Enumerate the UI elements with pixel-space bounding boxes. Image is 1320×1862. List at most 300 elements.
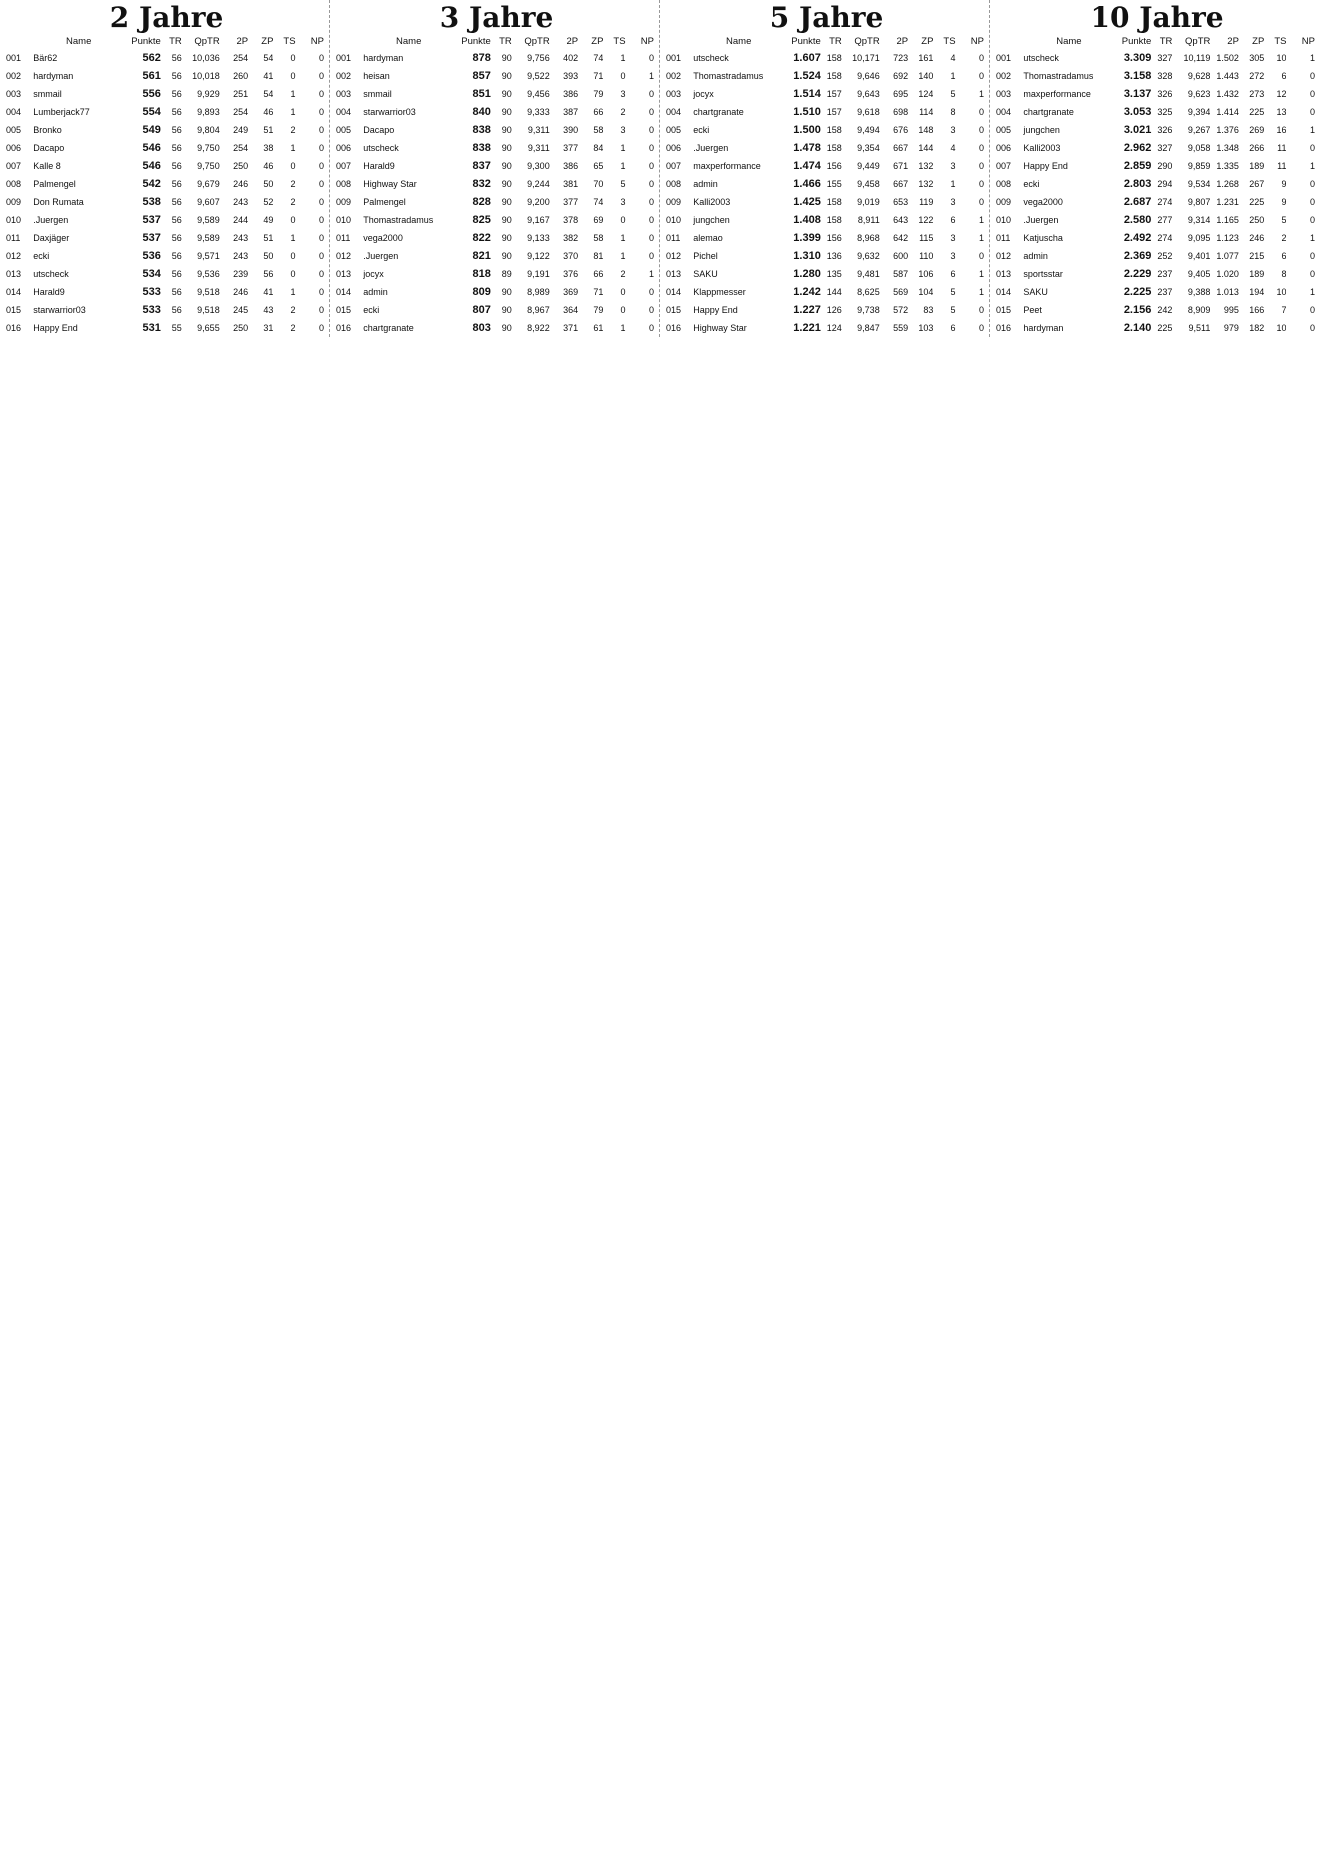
cell-qptr: 9,354	[857, 143, 880, 153]
cell-zp: 61	[593, 323, 604, 333]
cell-name: Dacapo	[33, 143, 65, 153]
cell-2p: 250	[233, 323, 249, 333]
cell-name: Bär62	[33, 53, 58, 63]
cell-zp: 50	[263, 251, 274, 261]
cell-ts: 3	[950, 125, 956, 135]
cell-tr: 56	[171, 179, 182, 189]
cell-2p: 569	[893, 287, 909, 297]
cell-rank: 010	[996, 215, 1012, 225]
cell-punkte: 1.221	[793, 322, 821, 334]
cell-name: vega2000	[1023, 197, 1063, 207]
cell-tr: 56	[171, 233, 182, 243]
cell-rank: 001	[996, 53, 1012, 63]
cell-ts: 2	[290, 323, 296, 333]
cell-qptr: 9,405	[1187, 269, 1211, 279]
cell-punkte: 821	[472, 250, 491, 262]
cell-qptr: 9,300	[527, 161, 550, 171]
cell-punkte: 1.478	[793, 142, 821, 154]
cell-zp: 46	[263, 161, 274, 171]
cell-rank: 009	[336, 197, 352, 207]
header-2p: 2P	[566, 36, 579, 47]
cell-2p: 260	[233, 71, 249, 81]
cell-qptr: 9,628	[1187, 71, 1211, 81]
table-row	[666, 121, 987, 139]
cell-2p: 1.335	[1216, 161, 1239, 171]
cell-2p: 369	[563, 287, 579, 297]
cell-rank: 013	[666, 269, 682, 279]
cell-np: 0	[648, 323, 654, 333]
cell-ts: 2	[620, 269, 626, 279]
cell-np: 0	[318, 287, 324, 297]
cell-punkte: 561	[142, 70, 161, 82]
cell-name: SAKU	[693, 269, 718, 279]
cell-tr: 225	[1157, 323, 1173, 333]
cell-np: 1	[978, 89, 984, 99]
table-row	[996, 283, 1318, 301]
cell-np: 0	[978, 305, 984, 315]
cell-ts: 1	[620, 143, 626, 153]
cell-rank: 006	[996, 143, 1012, 153]
cell-tr: 90	[501, 89, 512, 99]
panel-title: 5 Jahre	[769, 1, 884, 34]
header-rank	[666, 34, 691, 49]
cell-tr: 90	[501, 143, 512, 153]
cell-zp: 43	[263, 305, 274, 315]
cell-np: 0	[318, 323, 324, 333]
cell-np: 1	[1309, 125, 1315, 135]
cell-2p: 671	[893, 161, 909, 171]
cell-tr: 56	[171, 287, 182, 297]
cell-punkte: 857	[472, 70, 491, 82]
cell-rank: 012	[996, 251, 1012, 261]
cell-punkte: 1.510	[793, 106, 821, 118]
panel-title: 3 Jahre	[439, 1, 554, 34]
cell-qptr: 9,511	[1188, 323, 1211, 333]
cell-qptr: 9,167	[527, 215, 550, 225]
cell-tr: 328	[1157, 71, 1173, 81]
cell-ts: 0	[620, 287, 626, 297]
cell-zp: 273	[1249, 89, 1265, 99]
cell-2p: 386	[563, 89, 579, 99]
cell-punkte: 538	[142, 196, 161, 208]
cell-np: 0	[1309, 107, 1315, 117]
header-zp: ZP	[591, 36, 604, 47]
cell-np: 1	[978, 215, 984, 225]
cell-ts: 8	[1281, 269, 1287, 279]
cell-zp: 58	[593, 233, 604, 243]
header-ts: TS	[943, 36, 956, 47]
cell-ts: 9	[1281, 197, 1287, 207]
cell-2p: 254	[233, 107, 249, 117]
cell-zp: 194	[1249, 287, 1265, 297]
cell-zp: 52	[263, 197, 274, 207]
cell-name: Highway Star	[693, 323, 747, 333]
cell-zp: 51	[263, 233, 274, 243]
table-row	[996, 139, 1318, 157]
header-2p: 2P	[896, 36, 909, 47]
cell-qptr: 9,133	[527, 233, 550, 243]
cell-qptr: 9,333	[527, 107, 550, 117]
cell-ts: 11	[1277, 143, 1287, 153]
cell-name: Kalle 8	[33, 161, 61, 171]
cell-rank: 016	[666, 323, 682, 333]
header-qptr: QpTR	[1185, 36, 1211, 47]
cell-zp: 122	[918, 215, 934, 225]
cell-tr: 90	[501, 179, 512, 189]
cell-name: Thomastradamus	[1023, 71, 1094, 81]
cell-2p: 1.376	[1216, 125, 1239, 135]
table-row	[996, 49, 1318, 67]
cell-2p: 250	[233, 161, 249, 171]
cell-qptr: 9,095	[1187, 233, 1211, 243]
cell-name: jocyx	[363, 269, 384, 279]
cell-zp: 104	[918, 287, 934, 297]
cell-ts: 10	[1276, 287, 1287, 297]
header-name: Name	[726, 36, 752, 47]
header-rank	[996, 34, 1021, 49]
cell-np: 0	[978, 53, 984, 63]
table-row	[996, 319, 1318, 337]
cell-punkte: 837	[472, 160, 491, 172]
cell-punkte: 851	[472, 88, 491, 100]
cell-zp: 140	[918, 71, 934, 81]
cell-ts: 1	[290, 143, 296, 153]
cell-2p: 246	[233, 287, 249, 297]
cell-name: ecki	[693, 125, 710, 135]
cell-tr: 156	[826, 161, 842, 171]
cell-name: ecki	[33, 251, 50, 261]
cell-rank: 008	[336, 179, 352, 189]
cell-name: Peet	[1023, 305, 1042, 315]
cell-ts: 5	[950, 287, 956, 297]
header-qptr: QpTR	[524, 36, 550, 47]
cell-2p: 587	[893, 269, 909, 279]
cell-qptr: 8,989	[527, 287, 550, 297]
cell-2p: 249	[233, 125, 249, 135]
table-row	[996, 121, 1318, 139]
cell-punkte: 1.399	[793, 232, 821, 244]
table-row	[666, 265, 987, 283]
cell-qptr: 9,536	[197, 269, 220, 279]
cell-ts: 0	[290, 161, 296, 171]
table-row	[666, 193, 987, 211]
cell-name: maxperformance	[1023, 89, 1091, 99]
cell-punkte: 3.053	[1123, 106, 1152, 118]
cell-2p: 1.432	[1216, 89, 1239, 99]
table-row	[996, 211, 1318, 229]
cell-zp: 250	[1249, 215, 1265, 225]
cell-zp: 79	[593, 89, 604, 99]
cell-name: chartgranate	[363, 323, 414, 333]
cell-tr: 89	[501, 269, 512, 279]
cell-zp: 66	[593, 107, 604, 117]
cell-rank: 010	[666, 215, 682, 225]
table-row	[666, 103, 987, 121]
cell-np: 0	[1309, 215, 1315, 225]
cell-qptr: 8,967	[527, 305, 550, 315]
cell-punkte: 838	[472, 142, 491, 154]
cell-name: Happy End	[33, 323, 78, 333]
cell-np: 0	[318, 197, 324, 207]
cell-ts: 3	[950, 233, 956, 243]
cell-qptr: 8,911	[857, 215, 880, 225]
table-row	[336, 319, 657, 337]
cell-name: utscheck	[1023, 53, 1059, 63]
cell-tr: 56	[171, 161, 182, 171]
cell-np: 0	[648, 179, 654, 189]
header-np: NP	[640, 36, 654, 47]
cell-name: utscheck	[363, 143, 399, 153]
cell-qptr: 9,750	[197, 143, 220, 153]
cell-np: 0	[1309, 179, 1315, 189]
cell-np: 0	[318, 107, 324, 117]
cell-name: Lumberjack77	[33, 107, 90, 117]
cell-np: 0	[978, 125, 984, 135]
table-row	[666, 283, 987, 301]
cell-zp: 266	[1249, 143, 1265, 153]
cell-rank: 004	[336, 107, 352, 117]
header-punkte: Punkte	[1121, 36, 1152, 47]
cell-np: 0	[978, 197, 984, 207]
cell-ts: 3	[950, 251, 956, 261]
cell-tr: 158	[826, 53, 842, 63]
cell-qptr: 9,618	[857, 107, 880, 117]
table-row	[996, 67, 1318, 85]
cell-ts: 1	[290, 89, 296, 99]
cell-rank: 006	[6, 143, 22, 153]
cell-tr: 56	[171, 89, 182, 99]
cell-ts: 8	[950, 107, 956, 117]
cell-ts: 5	[620, 179, 626, 189]
cell-punkte: 2.156	[1123, 304, 1152, 316]
cell-2p: 1.077	[1216, 251, 1239, 261]
cell-ts: 1	[620, 251, 626, 261]
ranking-panel	[0, 0, 330, 337]
cell-punkte: 2.859	[1123, 160, 1152, 172]
cell-zp: 225	[1249, 197, 1265, 207]
cell-rank: 002	[996, 71, 1012, 81]
cell-np: 1	[978, 269, 984, 279]
table-row	[666, 319, 987, 337]
cell-rank: 005	[996, 125, 1012, 135]
table-row	[6, 49, 327, 67]
cell-tr: 56	[171, 107, 182, 117]
table-row	[6, 211, 327, 229]
cell-2p: 1.443	[1216, 71, 1239, 81]
cell-rank: 014	[6, 287, 22, 297]
cell-ts: 3	[620, 125, 626, 135]
header-zp: ZP	[1252, 36, 1265, 47]
header-2p: 2P	[1227, 36, 1239, 47]
cell-zp: 148	[918, 125, 934, 135]
cell-tr: 90	[501, 287, 512, 297]
cell-2p: 376	[563, 269, 579, 279]
cell-qptr: 9,756	[527, 53, 550, 63]
ranking-panel	[990, 0, 1320, 337]
cell-tr: 327	[1157, 143, 1173, 153]
cell-2p: 371	[563, 323, 579, 333]
cell-2p: 378	[563, 215, 579, 225]
header-tr: TR	[499, 36, 512, 47]
cell-ts: 1	[950, 179, 956, 189]
cell-name: vega2000	[363, 233, 403, 243]
table-row	[6, 229, 327, 247]
table-row	[996, 193, 1318, 211]
cell-punkte: 1.425	[793, 196, 821, 208]
cell-tr: 90	[501, 71, 512, 81]
cell-punkte: 2.492	[1123, 232, 1152, 244]
cell-np: 0	[1309, 71, 1315, 81]
cell-qptr: 8,909	[1187, 305, 1211, 315]
header-punkte: Punkte	[791, 36, 821, 47]
cell-ts: 0	[620, 305, 626, 315]
cell-2p: 692	[893, 71, 909, 81]
ranking-table	[336, 34, 657, 337]
cell-name: SAKU	[1023, 287, 1048, 297]
table-row	[336, 265, 657, 283]
cell-qptr: 9,571	[197, 251, 220, 261]
cell-2p: 1.414	[1216, 107, 1239, 117]
cell-2p: 667	[893, 179, 909, 189]
header-punkte: Punkte	[131, 36, 161, 47]
cell-qptr: 9,623	[1187, 89, 1211, 99]
cell-ts: 7	[1281, 305, 1287, 315]
cell-zp: 132	[918, 179, 934, 189]
cell-punkte: 1.500	[793, 124, 821, 136]
table-row	[336, 49, 657, 67]
cell-tr: 155	[826, 179, 842, 189]
cell-qptr: 9,646	[857, 71, 880, 81]
cell-tr: 136	[826, 251, 842, 261]
cell-np: 0	[1309, 305, 1315, 315]
cell-qptr: 9,750	[197, 161, 220, 171]
cell-zp: 272	[1249, 71, 1265, 81]
cell-rank: 011	[336, 233, 351, 243]
cell-name: admin	[1023, 251, 1048, 261]
cell-punkte: 825	[472, 214, 491, 226]
cell-np: 0	[318, 89, 324, 99]
cell-tr: 294	[1157, 179, 1173, 189]
cell-name: jocyx	[693, 89, 714, 99]
cell-ts: 11	[1277, 161, 1287, 171]
ranking-panel	[660, 0, 990, 337]
cell-punkte: 554	[142, 106, 161, 118]
cell-rank: 007	[996, 161, 1012, 171]
cell-tr: 90	[501, 215, 512, 225]
cell-punkte: 531	[142, 322, 161, 334]
cell-np: 0	[318, 71, 324, 81]
cell-punkte: 2.580	[1123, 214, 1152, 226]
cell-2p: 381	[563, 179, 579, 189]
cell-zp: 161	[918, 53, 934, 63]
cell-zp: 246	[1249, 233, 1265, 243]
cell-zp: 115	[919, 233, 934, 243]
table-row	[666, 211, 987, 229]
cell-zp: 38	[263, 143, 274, 153]
cell-rank: 012	[336, 251, 352, 261]
cell-tr: 158	[826, 197, 842, 207]
cell-2p: 245	[233, 305, 249, 315]
cell-rank: 011	[6, 233, 21, 243]
header-ts: TS	[1274, 36, 1287, 47]
cell-punkte: 1.242	[793, 286, 821, 298]
cell-rank: 016	[996, 323, 1012, 333]
cell-ts: 6	[950, 323, 956, 333]
cell-zp: 65	[593, 161, 604, 171]
cell-2p: 393	[563, 71, 579, 81]
cell-tr: 90	[501, 125, 512, 135]
cell-name: Bronko	[33, 125, 62, 135]
table-row	[336, 211, 657, 229]
cell-np: 0	[978, 251, 984, 261]
cell-tr: 56	[171, 251, 182, 261]
cell-punkte: 832	[472, 178, 491, 190]
cell-tr: 56	[171, 143, 182, 153]
table-row	[996, 247, 1318, 265]
cell-ts: 13	[1276, 107, 1287, 117]
cell-punkte: 556	[142, 88, 161, 100]
cell-np: 0	[648, 251, 654, 261]
cell-np: 0	[318, 143, 324, 153]
cell-qptr: 9,655	[197, 323, 220, 333]
cell-rank: 013	[6, 269, 22, 279]
cell-name: admin	[363, 287, 388, 297]
cell-name: Palmengel	[363, 197, 406, 207]
header-row	[666, 34, 987, 49]
header-qptr: QpTR	[854, 36, 880, 47]
cell-name: Happy End	[693, 305, 738, 315]
cell-punkte: 828	[472, 196, 491, 208]
table-row	[996, 301, 1318, 319]
cell-rank: 003	[336, 89, 352, 99]
header-name: Name	[1056, 36, 1082, 47]
cell-2p: 1.013	[1216, 287, 1239, 297]
cell-2p: 1.020	[1216, 269, 1239, 279]
cell-qptr: 9,807	[1187, 197, 1211, 207]
ranking-table	[996, 34, 1318, 337]
cell-tr: 56	[171, 305, 182, 315]
cell-rank: 005	[666, 125, 682, 135]
cell-qptr: 9,267	[1187, 125, 1211, 135]
ranking-panel	[330, 0, 660, 337]
cell-name: starwarrior03	[33, 305, 86, 315]
cell-rank: 007	[336, 161, 352, 171]
header-row	[6, 34, 327, 49]
cell-ts: 0	[290, 71, 296, 81]
table-row	[996, 265, 1318, 283]
cell-name: .Juergen	[693, 143, 729, 153]
cell-rank: 009	[6, 197, 22, 207]
cell-tr: 237	[1157, 287, 1173, 297]
cell-punkte: 878	[472, 52, 491, 64]
cell-zp: 71	[593, 287, 604, 297]
cell-np: 0	[318, 269, 324, 279]
cell-name: chartgranate	[1023, 107, 1074, 117]
cell-zp: 54	[263, 89, 274, 99]
cell-tr: 252	[1157, 251, 1173, 261]
cell-ts: 0	[620, 215, 626, 225]
cell-2p: 695	[893, 89, 909, 99]
cell-punkte: 3.158	[1123, 70, 1152, 82]
cell-punkte: 542	[142, 178, 161, 190]
cell-tr: 56	[171, 215, 182, 225]
cell-qptr: 9,058	[1187, 143, 1211, 153]
header-np: NP	[970, 36, 984, 47]
cell-qptr: 9,481	[857, 269, 880, 279]
cell-punkte: 2.229	[1123, 268, 1152, 280]
cell-punkte: 807	[472, 304, 491, 316]
cell-name: .Juergen	[1023, 215, 1059, 225]
